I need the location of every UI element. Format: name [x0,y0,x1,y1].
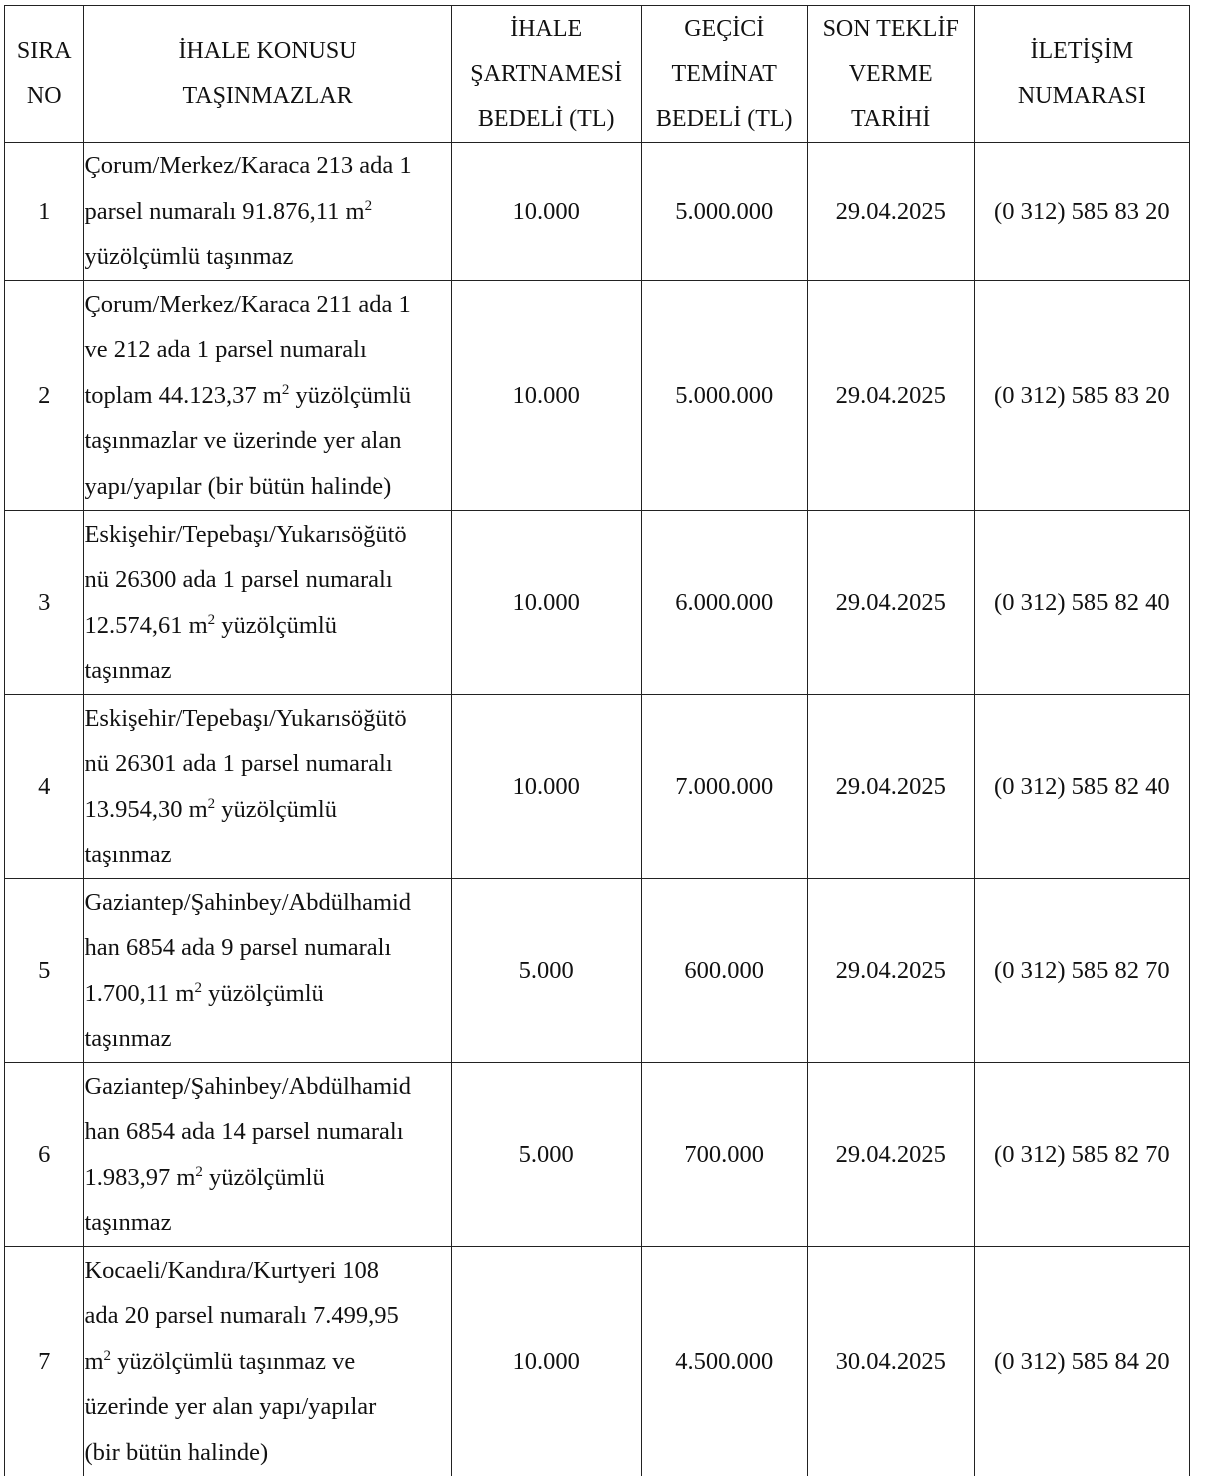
cell-ihale-konusu [84,1247,451,1476]
cell-son-teklif-tarihi: 29.04.2025 [807,879,974,1063]
cell-son-teklif-tarihi: 29.04.2025 [807,695,974,879]
cell-ihale-konusu [84,143,451,281]
header-sartname-bedeli: İHALE ŞARTNAMESİ BEDELİ (TL) [451,6,641,143]
cell-ihale-konusu [84,511,451,695]
cell-sartname-bedeli: 10.000 [451,143,641,281]
table-row [5,695,1190,879]
header-son-teklif-tarihi: SON TEKLİF VERME TARİHİ [807,6,974,143]
table-row [5,1063,1190,1247]
cell-teminat-bedeli: 6.000.000 [641,511,807,695]
table-body [5,143,1190,1476]
description-text: yüzölçümlü taşınmaz [84,795,337,868]
description-text: Gaziantep/Şahinbey/Abdülhamid han 6854 ada 14 parsel numaralı 1.983,97 m [84,1072,412,1191]
description-text: yüzölçümlü taşınmaz [84,979,324,1052]
cell-son-teklif-tarihi: 30.04.2025 [807,1247,974,1476]
cell-son-teklif-tarihi: 29.04.2025 [807,281,974,511]
cell-sartname-bedeli: 5.000 [451,1063,641,1247]
cell-teminat-bedeli: 7.000.000 [641,695,807,879]
cell-sartname-bedeli: 10.000 [451,511,641,695]
cell-ihale-konusu [84,879,451,1063]
superscript-squared: 2 [194,979,202,996]
description-text: yüzölçümlü taşınmaz [84,1163,325,1236]
cell-iletisim-numarasi: (0 312) 585 82 70 [974,879,1189,1063]
cell-teminat-bedeli: 700.000 [641,1063,807,1247]
header-sira-no: SIRA NO [5,6,84,143]
cell-sartname-bedeli: 10.000 [451,1247,641,1476]
description-text: yüzölçümlü taşınmazlar ve üzerinde yer alan yapı/yapılar (bir bütün halinde) [84,381,412,500]
cell-sira-no: 6 [5,1063,84,1247]
cell-sartname-bedeli: 5.000 [451,879,641,1063]
table-row [5,879,1190,1063]
cell-son-teklif-tarihi: 29.04.2025 [807,511,974,695]
cell-ihale-konusu [84,281,451,511]
header-teminat-bedeli: GEÇİCİ TEMİNAT BEDELİ (TL) [641,6,807,143]
cell-iletisim-numarasi: (0 312) 585 82 40 [974,511,1189,695]
cell-ihale-konusu [84,1063,451,1247]
table-row [5,281,1190,511]
cell-teminat-bedeli: 4.500.000 [641,1247,807,1476]
description-text: yüzölçümlü taşınmaz [84,611,337,684]
cell-sartname-bedeli: 10.000 [451,281,641,511]
cell-iletisim-numarasi: (0 312) 585 83 20 [974,281,1189,511]
superscript-squared: 2 [281,381,290,398]
cell-teminat-bedeli: 600.000 [641,879,807,1063]
cell-sira-no: 3 [5,511,84,695]
cell-iletisim-numarasi: (0 312) 585 82 40 [974,695,1189,879]
cell-teminat-bedeli: 5.000.000 [641,143,807,281]
description-text: Kocaeli/Kandıra/Kurtyeri 108 ada 20 parsel numaralı 7.499,95 m [84,1256,399,1375]
header-row [5,6,1190,143]
description-text: yüzölçümlü taşınmaz ve üzerinde yer alan yapı/yapılar (bir bütün halinde) [84,1347,377,1466]
header-ihale-konusu: İHALE KONUSU TAŞINMAZLAR [84,6,451,143]
superscript-squared: 2 [207,795,216,812]
cell-sira-no: 2 [5,281,84,511]
table-row [5,511,1190,695]
description-text: Eskişehir/Tepebaşı/Yukarısöğütö nü 26301 ada 1 parsel numaralı 13.954,30 m [84,704,407,823]
superscript-squared: 2 [207,611,216,628]
cell-teminat-bedeli: 5.000.000 [641,281,807,511]
description-text: Gaziantep/Şahinbey/Abdülhamid han 6854 ada 9 parsel numaralı 1.700,11 m [84,888,412,1007]
cell-iletisim-numarasi: (0 312) 585 82 70 [974,1063,1189,1247]
description-text: Çorum/Merkez/Karaca 213 ada 1 parsel numaralı 91.876,11 m [84,152,412,225]
table-row [5,1247,1190,1476]
cell-son-teklif-tarihi: 29.04.2025 [807,143,974,281]
cell-son-teklif-tarihi: 29.04.2025 [807,1063,974,1247]
superscript-squared: 2 [195,1163,203,1180]
tender-table [4,5,1190,1476]
description-text: yüzölçümlü taşınmaz [84,243,294,271]
superscript-squared: 2 [364,197,373,214]
cell-sira-no: 1 [5,143,84,281]
cell-iletisim-numarasi: (0 312) 585 83 20 [974,143,1189,281]
cell-sira-no: 4 [5,695,84,879]
description-text: Çorum/Merkez/Karaca 211 ada 1 ve 212 ada 1 parsel numaralı toplam 44.123,37 m [84,290,411,409]
header-iletisim-numarasi: İLETİŞİM NUMARASI [974,6,1189,143]
cell-ihale-konusu [84,695,451,879]
superscript-squared: 2 [103,1347,112,1364]
cell-sira-no: 5 [5,879,84,1063]
cell-sira-no: 7 [5,1247,84,1476]
table-row [5,143,1190,281]
cell-iletisim-numarasi: (0 312) 585 84 20 [974,1247,1189,1476]
description-text: Eskişehir/Tepebaşı/Yukarısöğütö nü 26300 ada 1 parsel numaralı 12.574,61 m [84,520,407,639]
cell-sartname-bedeli: 10.000 [451,695,641,879]
